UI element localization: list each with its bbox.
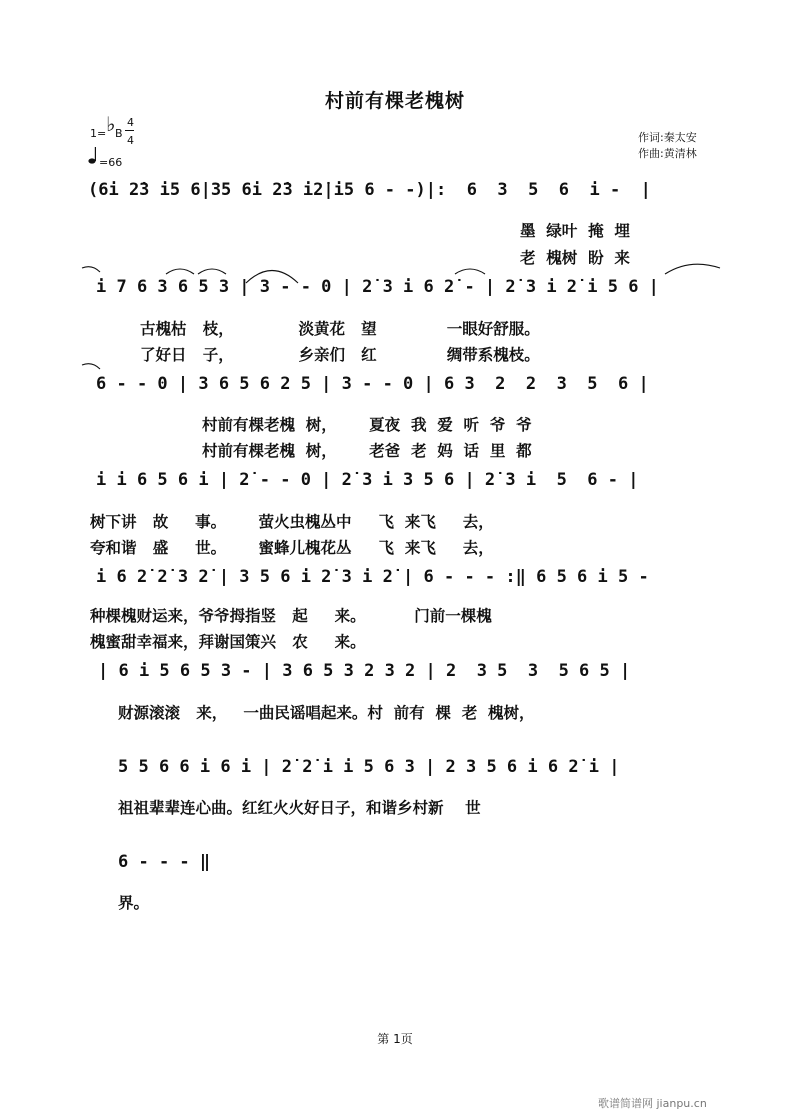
lyricist-credit: 作词:秦太安 [638,131,697,144]
lyric-line-5-verse-2: 槐蜜甜幸福来，拜谢国策兴 农 来。 [90,633,366,651]
lyric-line-1-verse-1: 墨 绿叶 掩 埋 [520,222,630,240]
notation-line-4: i i 6 5 6 i | 2̇ - - 0 | 2̇ 3 i 3 5 6 | 2̇ 3 i 5 6 - | [96,470,639,490]
lyric-line-6: 财源滚滚 来， 一曲民谣唱起来。村 前有 棵 老 槐树， [118,704,535,722]
slur-mark [455,269,485,274]
notation-line-6: | 6 i 5 6 5 3 - | 3 6 5 3 2 3 2 | 2 3 5 3 5 6 5 | [98,661,631,681]
key-note: B [115,127,123,140]
slur-mark [198,269,226,274]
lyric-line-8: 界。 [118,894,150,912]
lyric-line-7: 祖祖辈辈连心曲。红红火火好日子，和谐乡村新 世 [118,799,481,817]
page-number: 第 1页 [377,1032,413,1046]
slur-mark [82,364,100,369]
notation-line-7: 5 5 6 6 i 6 i | 2̇ 2̇ i i 5 6 3 | 2 3 5 6 i 6 2̇ i | [118,757,620,777]
slur-mark [166,269,194,274]
time-sig-bottom: 4 [127,134,134,147]
notation-line-2: i 7 6 3 6 5 3 | 3 - - 0 | 2̇ 3 i 6 2̇ - | 2̇ 3 i 2̇ i 5 6 | [96,277,659,297]
lyric-line-3-verse-2: 村前有棵老槐 树， 老爸 老 妈 话 里 都 [202,442,532,460]
time-sig-top: 4 [127,116,134,129]
notation-line-3: 6 - - 0 | 3 6 5 6 2 5 | 3 - - 0 | 6 3 2 2 3 5 6 | [96,374,649,394]
lyric-line-4-verse-2: 夸和谐 盛 世。 蜜蜂儿槐花丛 飞 来飞 去， [90,539,494,557]
lyric-line-2-verse-1: 古槐枯 枝， 淡黄花 望 一眼好舒服。 [140,320,540,338]
slur-mark [82,267,100,272]
composer-credit: 作曲:黄清林 [638,147,697,160]
score-title: 村前有棵老槐树 [324,90,465,112]
notation-line-8: 6 - - - ‖ [118,852,211,872]
lyric-line-3-verse-1: 村前有棵老槐 树， 夏夜 我 爱 听 爷 爷 [202,416,532,434]
flat-sign: ♭ [106,112,116,136]
slur-mark [665,264,720,274]
notation-line-5: i 6 2̇ 2̇ 3 2̇ | 3 5 6 i 2̇ 3 i 2̇ | 6 - - - :‖ 6 5 6 i 5 - [96,567,649,587]
notation-line-1: (6i 2̇3 i5 6|35 6i 2̇3 i2̇|i5 6 - -)|: 6 3 5 6 i - | [88,180,651,200]
lyric-line-1-verse-2: 老 槐树 盼 来 [520,249,630,267]
tempo-value: =66 [99,156,123,169]
lyric-line-4-verse-1: 树下讲 故 事。 萤火虫槐丛中 飞 来飞 去， [90,513,494,531]
lyric-line-2-verse-2: 了好日 子， 乡亲们 红 绸带系槐枝。 [140,346,540,364]
slur-mark [246,271,298,284]
watermark: 歌谱简谱网 jianpu.cn [598,1097,707,1110]
lyric-line-5-verse-1: 种棵槐财运来，爷爷拇指竖 起 来。 门前一棵槐 [90,607,492,625]
key-prefix: 1= [90,127,107,140]
